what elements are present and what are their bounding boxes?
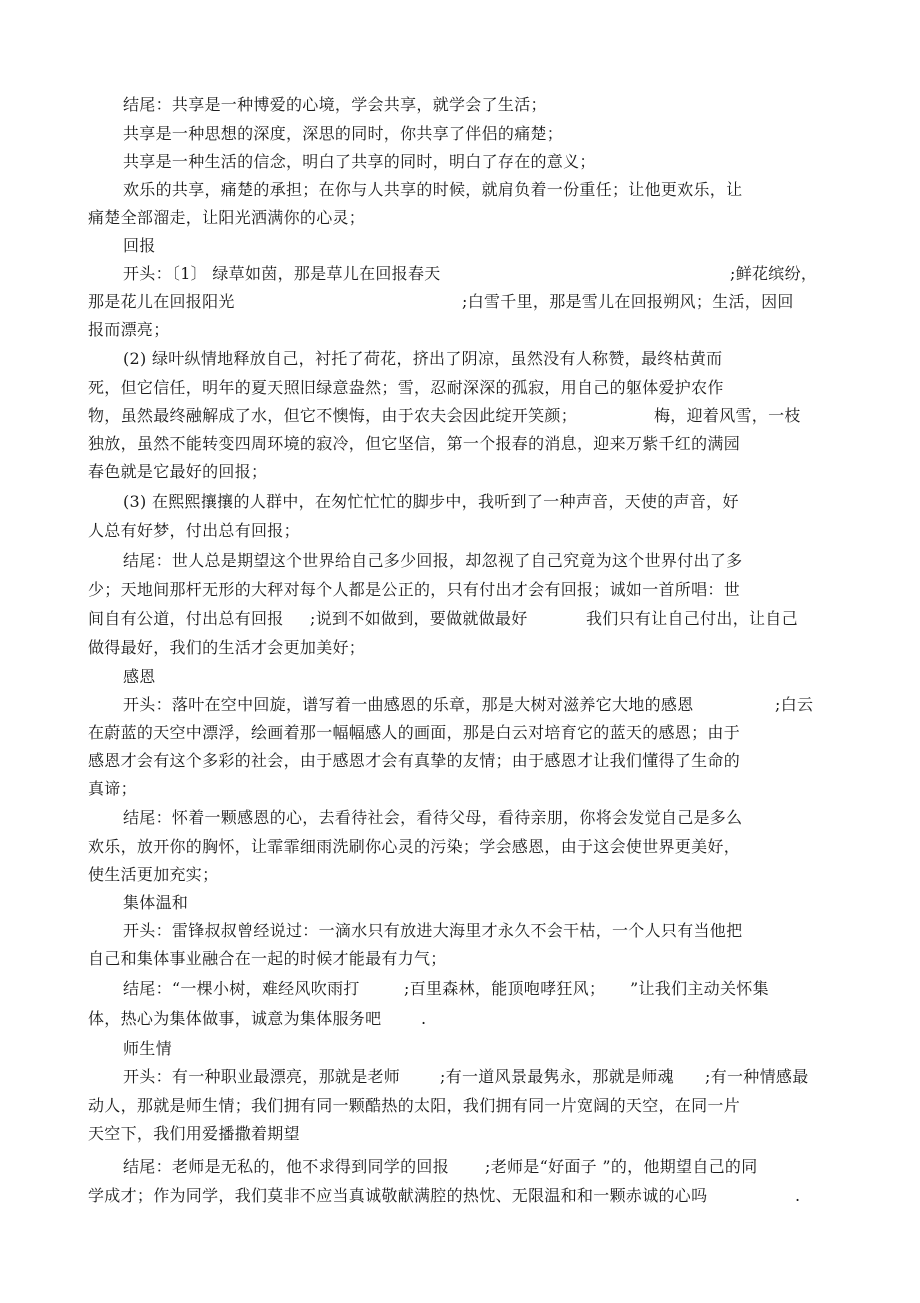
text-line: 真谛； bbox=[88, 779, 137, 798]
text-line-segment: ;鲜花缤纷， bbox=[730, 264, 818, 283]
section-heading: 集体温和 bbox=[123, 893, 189, 912]
text-line: 使生活更加充实； bbox=[88, 865, 219, 884]
text-line: 独放，虽然不能转变四周环境的寂冷，但它坚信，第一个报春的消息，迎来万紫千红的满园 bbox=[88, 434, 741, 453]
text-line: 开头：〔1〕 绿草如茵，那是草儿在回报春天 bbox=[123, 264, 441, 283]
text-line: 死，但它信任，明年的夏天照旧绿意盎然；雪，忍耐深深的孤寂，用自己的躯体爱护农作 bbox=[88, 378, 724, 397]
text-line: (2) 绿叶纵情地释放自己，衬托了荷花，挤出了阴凉，虽然没有人称赞，最终枯黄而 bbox=[123, 349, 723, 368]
text-line: 人总有好梦，付出总有回报； bbox=[88, 521, 300, 540]
text-line: 结尾：怀着一颗感恩的心，去看待社会，看待父母，看待亲朋，你将会发觉自己是多么 bbox=[123, 808, 743, 827]
text-line: 欢乐的共享，痛楚的承担；在你与人共享的时候，就肩负着一份重任；让他更欢乐，让 bbox=[123, 180, 743, 199]
text-line: 体，热心为集体做事，诚意为集体服务吧 bbox=[88, 1009, 382, 1028]
text-line: 报而漂亮； bbox=[88, 320, 170, 339]
text-line: 那是花儿在回报阳光 bbox=[88, 292, 235, 311]
text-line: 在蔚蓝的天空中漂浮，绘画着那一幅幅感人的画面，那是白云对培育它的蓝天的感恩；由于 bbox=[88, 723, 741, 742]
text-line: 共享是一种生活的信念，明白了共享的同时，明白了存在的意义； bbox=[123, 152, 596, 171]
section-heading: 师生情 bbox=[123, 1039, 172, 1058]
text-line-segment: ;有一道风景最隽永，那就是师魂 bbox=[440, 1067, 674, 1086]
text-line-segment: . bbox=[421, 1009, 427, 1028]
text-line: 欢乐，放开你的胸怀，让霏霏细雨洗刷你心灵的污染；学会感恩，由于这会使世界更美好， bbox=[88, 837, 741, 856]
text-line: 共享是一种思想的深度，深思的同时，你共享了伴侣的痛楚； bbox=[123, 124, 564, 143]
text-line-segment: ;说到不如做到，要做就做最好 bbox=[310, 609, 528, 628]
text-line: 春色就是它最好的回报； bbox=[88, 462, 268, 481]
text-line: 天空下，我们用爱播撒着期望 bbox=[88, 1124, 300, 1143]
text-line-segment: . bbox=[795, 1186, 801, 1205]
text-line: (3) 在熙熙攘攘的人群中，在匆忙忙忙的脚步中，我听到了一种声音，天使的声音，好 bbox=[123, 492, 739, 511]
text-line: 物，虽然最终融解成了水，但它不懊悔，由于农夫会因此绽开笑颜； bbox=[88, 406, 578, 425]
text-line: 开头：有一种职业最漂亮，那就是老师 bbox=[123, 1067, 401, 1086]
text-line-segment: ;白雪千里，那是雪儿在回报朔风；生活，因回 bbox=[462, 292, 794, 311]
section-heading: 感恩 bbox=[123, 667, 156, 686]
text-line: 做得最好，我们的生活才会更加美好； bbox=[88, 638, 366, 657]
text-line: 结尾：世人总是期望这个世界给自己多少回报，却忽视了自己究竟为这个世界付出了多 bbox=[123, 551, 743, 570]
text-line-segment: ;百里森林，能顶咆哮狂风； bbox=[404, 979, 606, 998]
section-heading: 回报 bbox=[123, 236, 156, 255]
text-line-segment: 我们只有让自己付出，让自己 bbox=[586, 609, 798, 628]
text-line: 结尾：老师是无私的，他不求得到同学的回报 bbox=[123, 1157, 450, 1176]
text-line-segment: ;有一种情感最 bbox=[705, 1067, 809, 1086]
text-line: 开头：雷锋叔叔曾经说过：一滴水只有放进大海里才永久不会干枯，一个人只有当他把 bbox=[123, 921, 743, 940]
text-line: 感恩才会有这个多彩的社会，由于感恩才会有真挚的友情；由于感恩才让我们懂得了生命的 bbox=[88, 751, 741, 770]
text-line: 动人，那就是师生情；我们拥有同一颗酷热的太阳，我们拥有同一片宽阔的天空，在同一片 bbox=[88, 1096, 741, 1115]
text-line: 学成才；作为同学，我们莫非不应当真诚敬献满腔的热忱、无限温和和一颗赤诚的心吗 bbox=[88, 1186, 708, 1205]
text-line: 痛楚全部溜走，让阳光洒满你的心灵； bbox=[88, 208, 366, 227]
text-line: 自己和集体事业融合在一起的时候才能最有力气； bbox=[88, 949, 447, 968]
text-line: 开头：落叶在空中回旋，谱写着一曲感恩的乐章，那是大树对滋养它大地的感恩 bbox=[123, 695, 694, 714]
text-line-segment: ”让我们主动关怀集 bbox=[630, 979, 769, 998]
text-line-segment: ;白云 bbox=[775, 695, 814, 714]
text-line-segment: ;老师是“好面子 ”的，他期望自己的同 bbox=[485, 1157, 758, 1176]
text-line: 结尾：“一棵小树，难经风吹雨打 bbox=[123, 979, 360, 998]
text-line: 结尾：共享是一种博爱的心境，学会共享，就学会了生活； bbox=[123, 95, 547, 114]
text-line-segment: 梅，迎着风雪，一枝 bbox=[654, 406, 801, 425]
text-line: 间自有公道，付出总有回报 bbox=[88, 609, 284, 628]
text-line: 少；天地间那杆无形的大秤对每个人都是公正的，只有付出才会有回报；诚如一首所唱：世 bbox=[88, 580, 741, 599]
